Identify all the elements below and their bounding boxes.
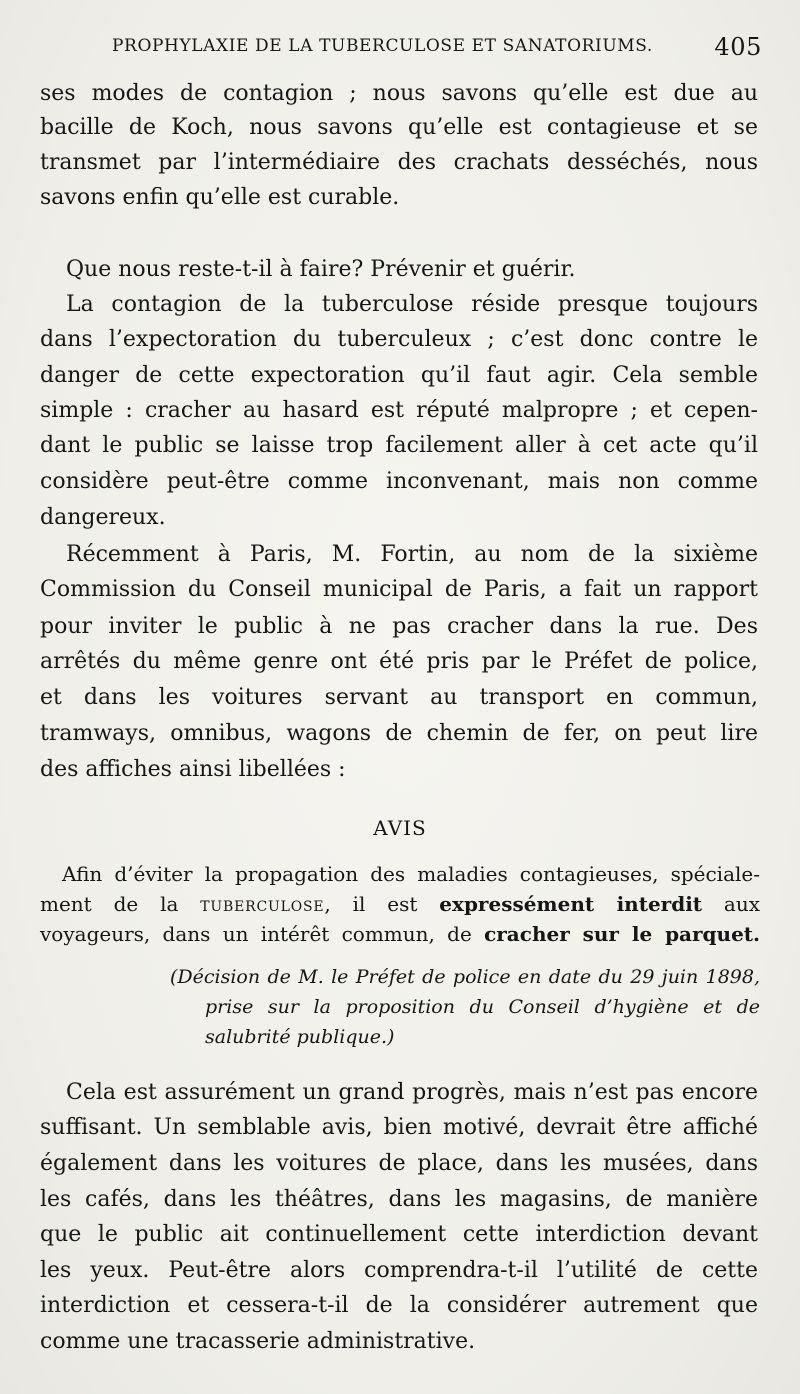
body-line: suffisant. Un semblable avis, bien motivé, devrait être affiché: [40, 1115, 758, 1140]
body-line: savons enfin qu’elle est curable.: [40, 185, 400, 210]
body-line: simple : cracher au hasard est réputé malpropre ; et cepen-: [40, 398, 758, 423]
body-line: Commission du Conseil municipal de Paris, a fait un rapport: [40, 577, 758, 602]
body-line: tramways, omnibus, wagons de chemin de fer, on peut lire: [40, 721, 758, 746]
citation-line: prise sur la proposition du Conseil d’hygiène et de: [205, 996, 760, 1018]
citation-line: (Décision de M. le Préfet de police en date du 29 juin 1898,: [170, 966, 760, 988]
body-line: dant le public se laisse trop facilement aller à cet acte qu’il: [40, 433, 758, 458]
notice-line: ment de la tuberculose, il est expressément interdit aux: [40, 892, 761, 916]
body-line: les cafés, dans les théâtres, dans les magasins, de manière: [40, 1187, 758, 1212]
body-line: bacille de Koch, nous savons qu’elle est contagieuse et se: [40, 115, 758, 140]
page-number: 405: [714, 33, 762, 61]
body-line: comme une tracasserie administrative.: [40, 1329, 476, 1354]
body-line: considère peut-être comme inconvenant, mais non comme: [40, 469, 758, 494]
body-line: transmet par l’intermédiaire des crachats desséchés, nous: [40, 150, 758, 175]
notice-line: Afin d’éviter la propagation des maladies contagieuses, spéciale-: [62, 862, 760, 886]
body-line: que le public ait continuellement cette interdiction devant: [40, 1222, 758, 1247]
body-line: Que nous reste-t-il à faire? Prévenir et guérir.: [66, 257, 576, 282]
body-line: danger de cette expectoration qu’il faut agir. Cela semble: [40, 363, 758, 388]
body-line: ses modes de contagion ; nous savons qu’elle est due au: [40, 81, 758, 106]
running-head-title: PROPHYLAXIE DE LA TUBERCULOSE ET SANATORIUMS.: [112, 36, 653, 56]
body-line: les yeux. Peut-être alors comprendra-t-il l’utilité de cette: [40, 1258, 758, 1283]
running-head: [112, 33, 762, 61]
body-line: interdiction et cessera-t-il de la considérer autrement que: [40, 1293, 758, 1318]
body-line: dans l’expectoration du tuberculeux ; c’est donc contre le: [40, 327, 758, 352]
citation-line: salubrité publique.): [205, 1026, 395, 1048]
notice-line: voyageurs, dans un intérêt commun, de cracher sur le parquet.: [40, 922, 760, 946]
body-line: Récemment à Paris, M. Fortin, au nom de la sixième: [66, 542, 758, 567]
body-line: dangereux.: [40, 505, 166, 530]
body-line: arrêtés du même genre ont été pris par le Préfet de police,: [40, 649, 758, 674]
notice-title: AVIS: [373, 816, 427, 840]
body-line: La contagion de la tuberculose réside presque toujours: [66, 292, 758, 317]
body-line: pour inviter le public à ne pas cracher dans la rue. Des: [40, 614, 758, 639]
body-line: et dans les voitures servant au transport en commun,: [40, 685, 758, 710]
body-line: des affiches ainsi libellées :: [40, 757, 346, 782]
body-line: également dans les voitures de place, dans les musées, dans: [40, 1151, 758, 1176]
body-line: Cela est assurément un grand progrès, mais n’est pas encore: [66, 1080, 758, 1105]
